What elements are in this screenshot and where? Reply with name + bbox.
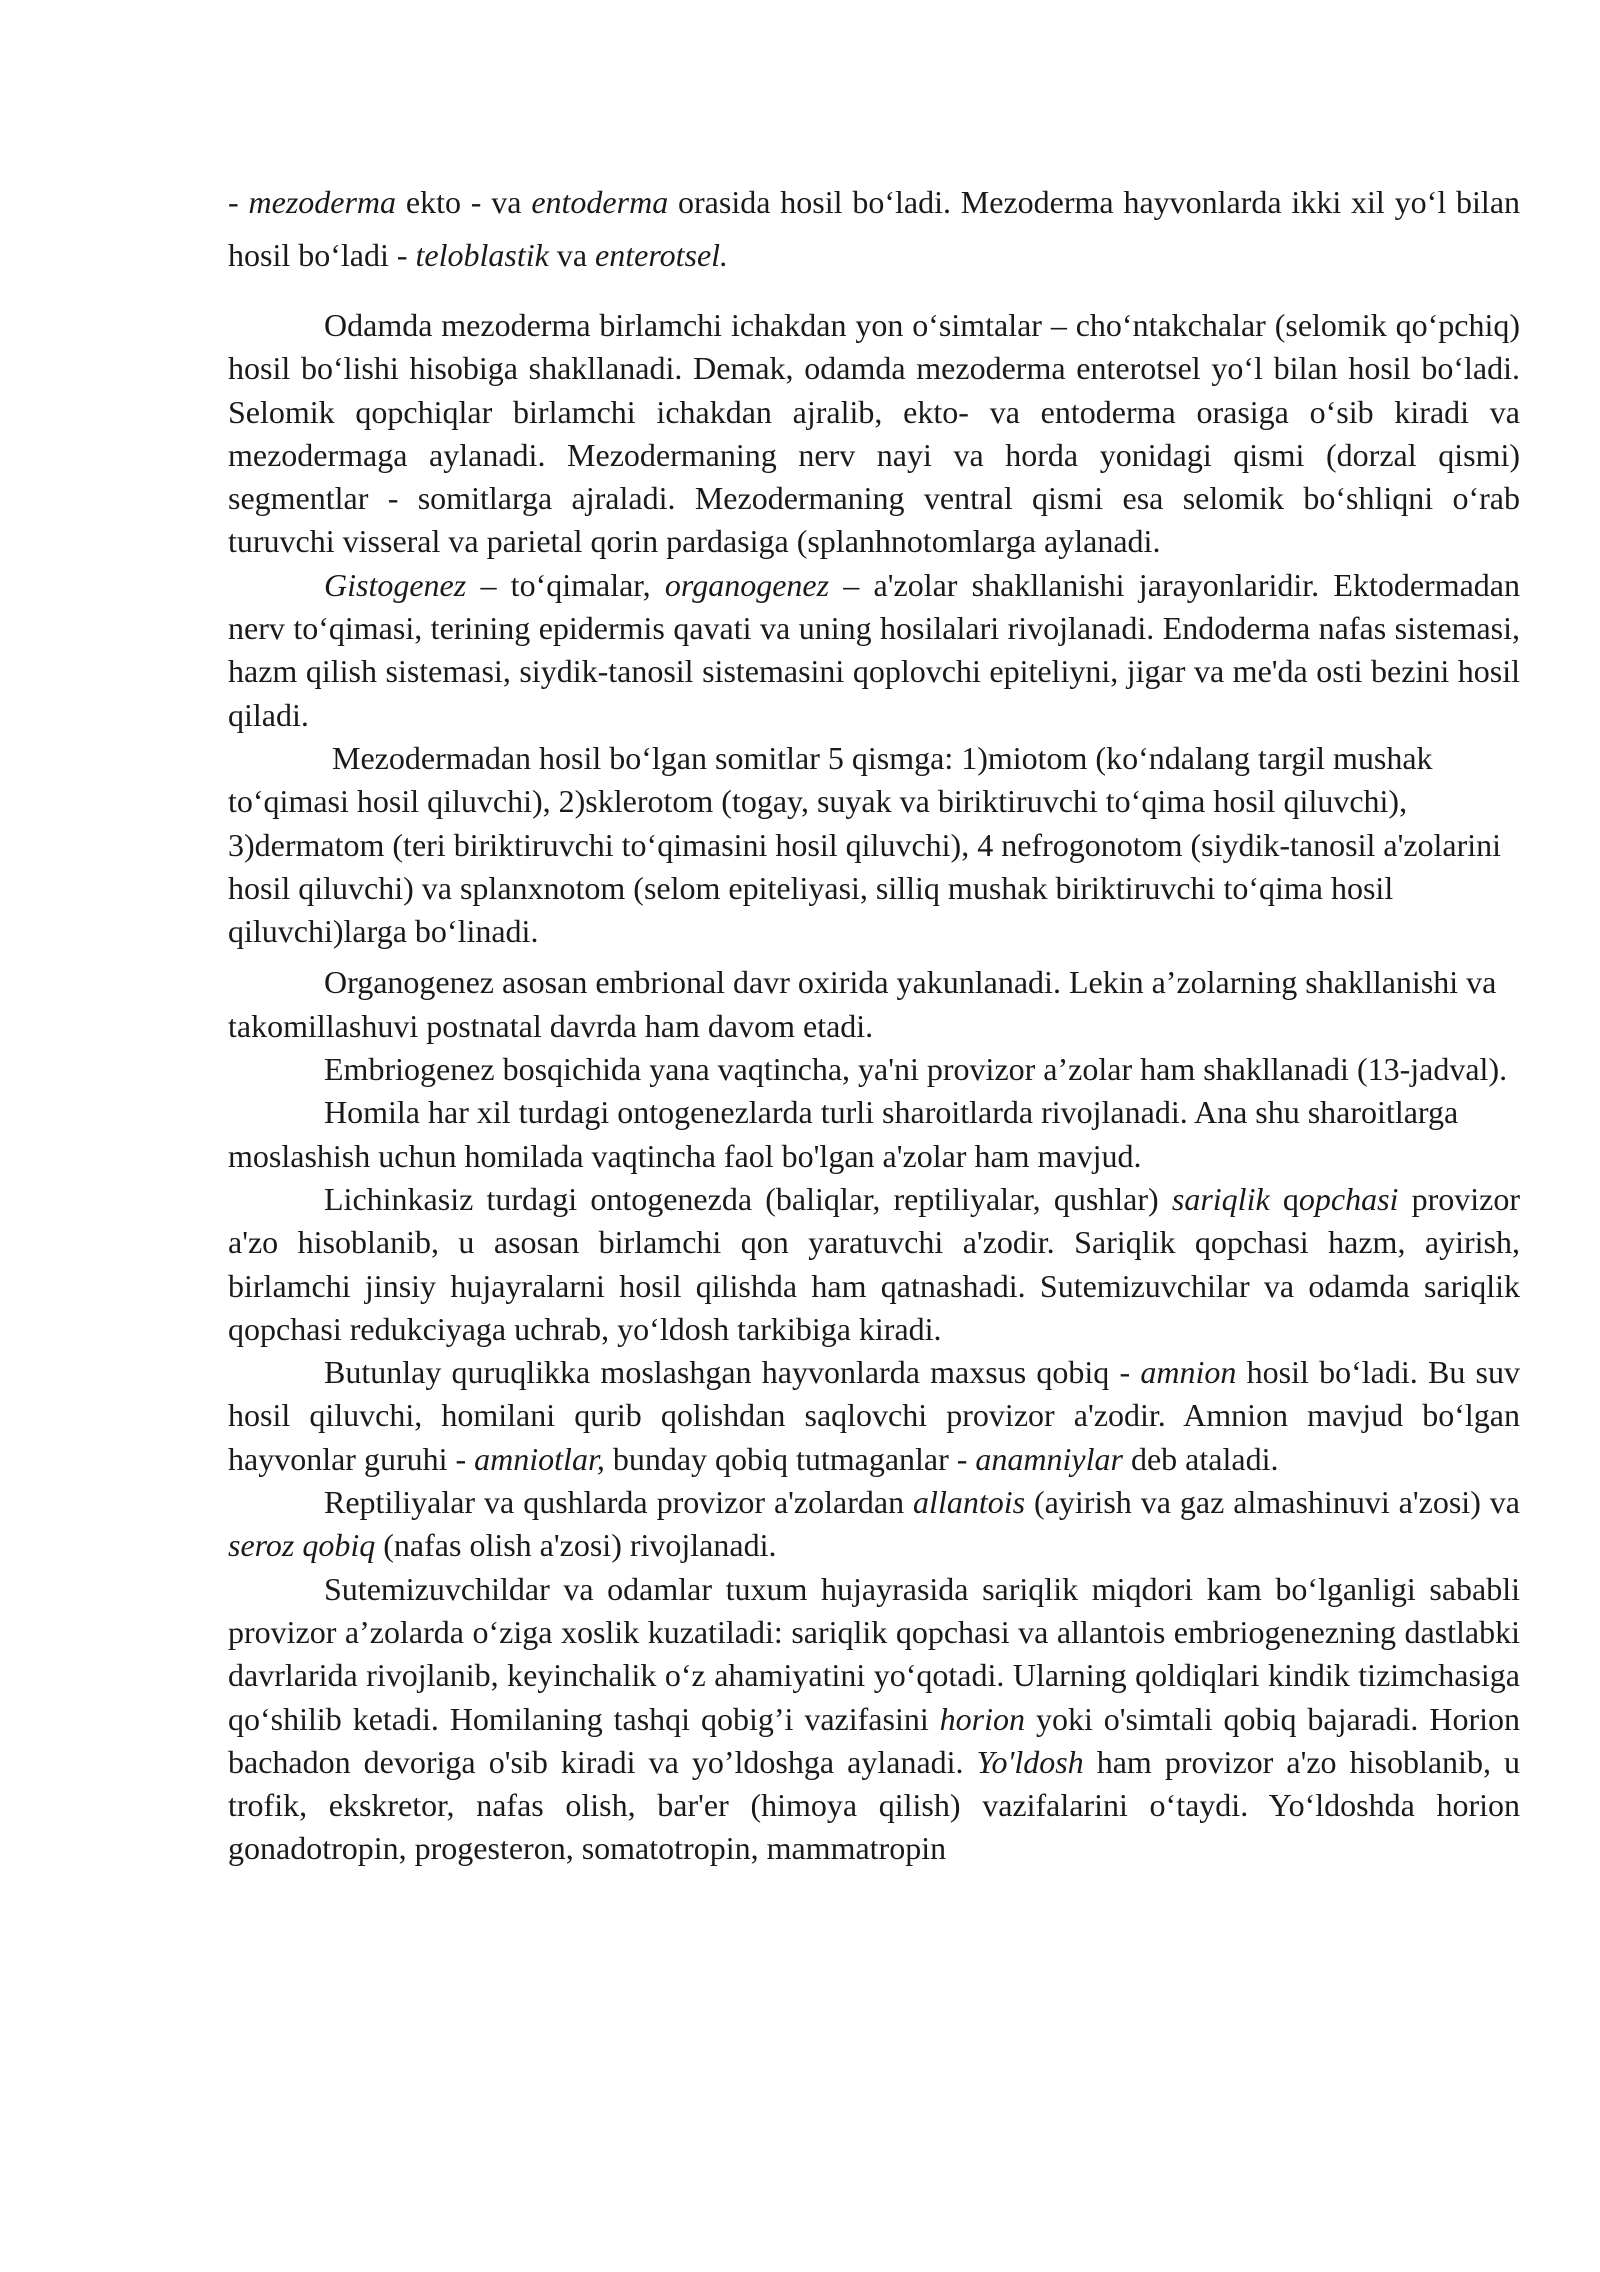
text-run: (nafas olish a'zosi) rivojlanadi. <box>375 1527 777 1564</box>
paragraph-odamda-mezoderma <box>228 304 1520 564</box>
text-run: Organogenez asosan embrional davr oxirida yakunlanadi. Lekin a’zolarning shakllanishi va takomillashuvi postnatal davrda ham davom etadi. <box>228 964 1497 1044</box>
text-run: Odamda mezoderma birlamchi ichakdan yon o‘simtalar – cho‘ntakchalar (selomik qo‘pchiq) hosil bo‘lishi hisobiga shakllanadi. Demak, odamda mezoderma enterotsel yo‘l bilan hosil bo‘ladi. Selomik qopchiqlar birlamchi ichakdan ajralib, ekto- va entoderma orasiga o‘sib kiradi va mezodermaga aylanadi. Mezodermaning nerv nayi va horda yonidagi qismi (dorzal qismi) segmentlar - somitlarga ajraladi. Mezodermaning ventral qismi esa selomik bo‘shliqni o‘rab turuvchi visseral va parietal qorin pardasiga (splanhnotomlarga aylanadi. <box>228 307 1520 560</box>
text-run: Mezodermadan hosil bo‘lgan somitlar 5 qismga: 1)miotom (ko‘ndalang targil mushak to‘qimasi hosil qiluvchi), 2)sklerotom (togay, suyak va biriktiruvchi to‘qima hosil qiluvchi), 3)dermatom (teri biriktiruvchi to‘qimasini hosil qiluvchi), 4 nefrogonotom (siydik-tanosil a'zolarini hosil qiluvchi) va splanxnotom (selom epiteliyasi, silliq mushak biriktiruvchi to‘qima hosil qiluvchi)larga bo‘linadi. <box>228 739 1502 950</box>
paragraph-organogenez <box>228 961 1520 1048</box>
italic-term: anamniylar <box>975 1440 1123 1477</box>
italic-term: horion <box>939 1700 1026 1737</box>
text-run: Embriogenez bosqichida yana vaqtincha, ya'ni provizor a’zolar ham shakllanadi (13-jadval). <box>324 1051 1508 1088</box>
text-run: - <box>228 184 249 220</box>
text-run: – to‘qimalar, <box>466 566 665 603</box>
text-run: Homila har xil turdagi ontogenezlarda turli sharoitlarda rivojlanadi. Ana shu sharoitlarga moslashish uchun homilada vaqtincha faol bo'lgan a'zolar ham mavjud. <box>228 1094 1459 1174</box>
text-run: deb ataladi. <box>1122 1440 1279 1477</box>
paragraph-lichinkasiz <box>228 1178 1520 1351</box>
paragraph-amnion <box>228 1351 1520 1481</box>
italic-term: entoderma <box>531 184 669 220</box>
text-run: Lichinkasiz turdagi ontogenezda (baliqlar, reptiliyalar, qushlar) <box>324 1180 1172 1217</box>
document-page <box>228 176 1520 1871</box>
text-run: Sutemizuvchildar va odamlar tuxum hujayrasida sariqlik miqdori kam bo‘lganligi sababli provizor a’zolarda o‘ziga xoslik kuzatiladi: sariqlik qopchasi va allantois embriogenezning dastlabki davrlarida rivojlanib, keyinchalik o‘z ahamiyatini yo‘qotadi. Ularning qoldiqlari kindik tizimchasiga qo‘shilib ketadi. Homilaning tashqi qobig’i vazifasini <box>228 1570 1520 1737</box>
paragraph-gistogenez <box>228 564 1520 737</box>
italic-term: organogenez <box>664 566 830 603</box>
text-run: yoki o'simtali qobiq bajaradi. Horion bachadon devoriga o'sib kiradi va yo’ldoshga aylanadi. <box>228 1700 1521 1780</box>
text-run: Reptiliyalar va qushlarda provizor a'zolardan <box>324 1484 914 1521</box>
italic-term: enterotsel. <box>595 237 729 273</box>
text-run: Butunlay quruqlikka moslashgan hayvonlarda maxsus qobiq - <box>324 1354 1141 1391</box>
text-run: va <box>548 237 596 273</box>
italic-term: sariqlik <box>1171 1180 1270 1217</box>
paragraph-embriogenez <box>228 1048 1520 1091</box>
text-run: bunday qobiq tutmaganlar - <box>604 1440 976 1477</box>
paragraph-mezoderma-intro <box>228 176 1520 282</box>
paragraph-provizor-azolar <box>228 1568 1520 1871</box>
text-run: ekto - va <box>396 184 532 220</box>
text-run: – a'zolar shakllanishi jarayonlaridir. Ektodermadan nerv to‘qimasi, terining epidermis qavati va uning hosilalari rivojlanadi. Endoderma nafas sistemasi, hazm qilish sistemasi, siydik-tanosil sistemasini qoplovchi epiteliyni, jigar va me'da osti bezini hosil qiladi. <box>228 566 1521 733</box>
italic-term: amniotlar, <box>474 1440 605 1477</box>
text-run: q <box>1269 1180 1299 1217</box>
paragraph-somitlar <box>228 737 1520 953</box>
paragraph-homila <box>228 1091 1520 1178</box>
italic-term: teloblastik <box>415 237 549 273</box>
italic-term: Yo'ldosh <box>976 1743 1084 1780</box>
italic-term: amnion <box>1140 1354 1237 1391</box>
italic-term: mezoderma <box>248 184 397 220</box>
paragraph-allantois <box>228 1481 1520 1568</box>
text-run: ham provizor a'zo hisoblanib, u trofik, ekskretor, nafas olish, bar'er (himoya qilish) vazifalarini o‘taydi. Yo‘ldoshda horion gonadotropin, progesteron, somatotropin, mammatropin <box>228 1743 1521 1867</box>
text-run: hosil bo‘ladi. Bu suv hosil qiluvchi, homilani qurib qolishdan saqlovchi provizor a'zodir. Amnion mavjud bo‘lgan hayvonlar guruhi - <box>228 1354 1521 1477</box>
italic-term: Gistogenez <box>324 566 467 603</box>
text-run: provizor a'zo hisoblanib, u asosan birlamchi qon yaratuvchi a'zodir. Sariqlik qopchasi hazm, ayirish, birlamchi jinsiy hujayralarni hosil qilishda ham qatnashadi. Sutemizuvchilar va odamda sariqlik qopchasi redukciyaga uchrab, yo‘ldosh tarkibiga kiradi. <box>228 1180 1521 1347</box>
italic-term: allantois <box>913 1484 1026 1521</box>
italic-term: seroz qobiq <box>228 1527 376 1564</box>
text-run: orasida hosil bo‘ladi. Mezoderma hayvonlarda ikki xil yo‘l bilan hosil bo‘ladi - <box>228 184 1521 273</box>
text-run: (ayirish va gaz almashinuvi a'zosi) va <box>1025 1484 1521 1521</box>
italic-term: opchasi <box>1298 1180 1399 1217</box>
